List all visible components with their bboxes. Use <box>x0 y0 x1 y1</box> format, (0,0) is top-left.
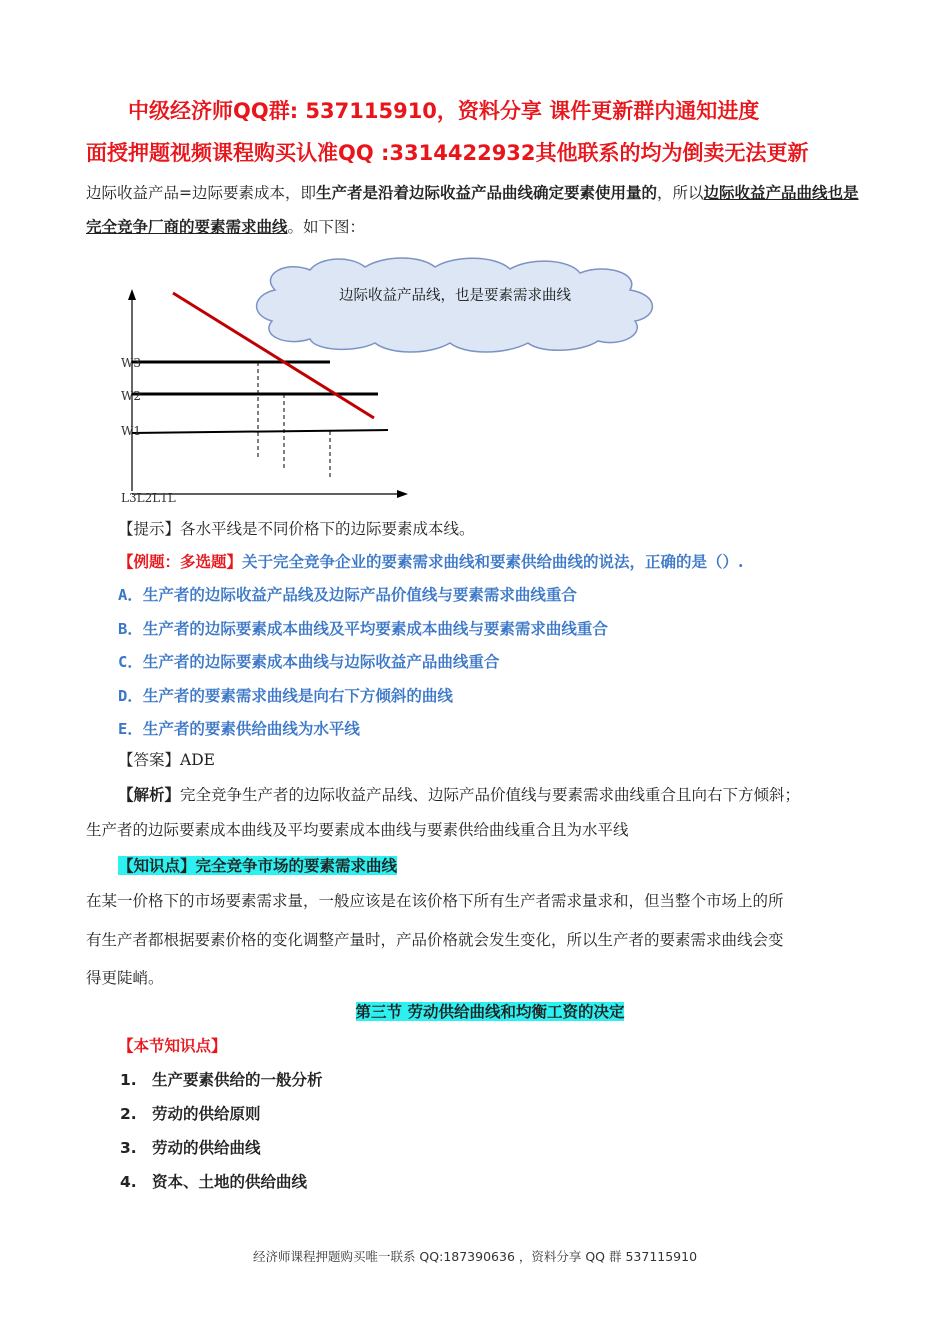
option-b: B．生产者的边际要素成本曲线及平均要素成本曲线与要素需求曲线重合 <box>118 620 608 638</box>
intro-text-3: ，所以 <box>657 184 704 202</box>
example-question <box>118 545 743 579</box>
intro-text-1: 边际收益产品=边际要素成本，即 <box>86 184 316 202</box>
option-e: E．生产者的要素供给曲线为水平线 <box>118 720 360 738</box>
knowledge-line-2: 有生产者都根据要素价格的变化调整产量时，产品价格就会发生变化，所以生产者的要素需求曲线会变 <box>86 931 784 949</box>
header-line-2: 面授押题视频课程购买认准QQ :3314422932其他联系的均为倒卖无法更新 <box>86 141 809 165</box>
wage-line-w1 <box>132 430 388 433</box>
list-item-number: 1. <box>120 1071 137 1089</box>
option-c: C．生产者的边际要素成本曲线与边际收益产品曲线重合 <box>118 653 500 671</box>
list-item-number: 3. <box>120 1139 137 1157</box>
knowledge-line-1: 在某一价格下的市场要素需求量，一般应该是在该价格下所有生产者需求量求和，但当整个市场上的所 <box>86 892 784 910</box>
cloud-label: 边际收益产品线，也是要素需求曲线 <box>339 288 571 304</box>
w1-label: W1 <box>121 424 141 438</box>
list-item <box>120 1102 261 1124</box>
section-title: 第三节 劳动供给曲线和均衡工资的决定 <box>355 1002 625 1021</box>
analysis-line-1 <box>118 778 800 812</box>
list-item-number: 4. <box>120 1173 137 1191</box>
example-tag: 【例题：多选题】 <box>118 552 243 571</box>
page-footer: 经济师课程押题购买唯一联系 QQ:187390636 ，资料分享 QQ 群 537115910 <box>252 1249 698 1264</box>
w2-label: W2 <box>121 389 141 403</box>
cloud-callout <box>257 258 653 352</box>
list-item-text: 生产要素供给的一般分析 <box>152 1070 323 1089</box>
hint-text: 【提示】各水平线是不同价格下的边际要素成本线。 <box>118 520 475 538</box>
knowledge-line-3: 得更陡峭。 <box>86 969 164 987</box>
knowledge-title-row <box>118 849 397 883</box>
option-a: A．生产者的边际收益产品线及边际产品价值线与要素需求曲线重合 <box>118 586 577 604</box>
list-item <box>120 1170 307 1192</box>
option-d: D．生产者的要素需求曲线是向右下方倾斜的曲线 <box>118 687 453 705</box>
x-axis-labels: L3L2L1L <box>121 491 176 505</box>
list-item-text: 劳动的供给原则 <box>152 1104 261 1123</box>
analysis-tag: 【解析】 <box>118 785 181 804</box>
list-item-text: 资本、土地的供给曲线 <box>152 1172 308 1191</box>
intro-paragraph <box>86 176 866 244</box>
list-item-text: 劳动的供给曲线 <box>152 1138 261 1157</box>
list-item-number: 2. <box>120 1105 137 1123</box>
answer-text: 【答案】ADE <box>118 751 215 769</box>
analysis-line-2: 生产者的边际要素成本曲线及平均要素成本曲线与要素供给曲线重合且为水平线 <box>86 821 629 839</box>
header-line-1: 中级经济师QQ群: 537115910，资料分享 课件更新群内通知进度 <box>128 99 760 123</box>
intro-text-5: 。如下图： <box>287 218 366 236</box>
y-axis-arrow <box>128 289 136 300</box>
example-question-text: 关于完全竞争企业的要素需求曲线和要素供给曲线的说法，正确的是（）. <box>242 552 744 571</box>
demand-curve-figure <box>110 255 730 510</box>
x-axis-arrow <box>397 490 408 498</box>
list-item <box>120 1068 323 1090</box>
section-title-row <box>0 995 950 1029</box>
intro-text-4: 边际收益产品曲线也是完全竞争厂商的要素需求曲线 <box>86 183 859 236</box>
section-points-tag: 【本节知识点】 <box>118 1036 227 1055</box>
w3-label: W3 <box>121 356 141 370</box>
intro-text-2: 生产者是沿着边际收益产品曲线确定要素使用量的 <box>316 183 658 202</box>
analysis-text-1: 完全竞争生产者的边际收益产品线、边际产品价值线与要素需求曲线重合且向右下方倾斜； <box>180 786 801 804</box>
list-item <box>120 1136 261 1158</box>
knowledge-title: 【知识点】完全竞争市场的要素需求曲线 <box>118 856 398 875</box>
